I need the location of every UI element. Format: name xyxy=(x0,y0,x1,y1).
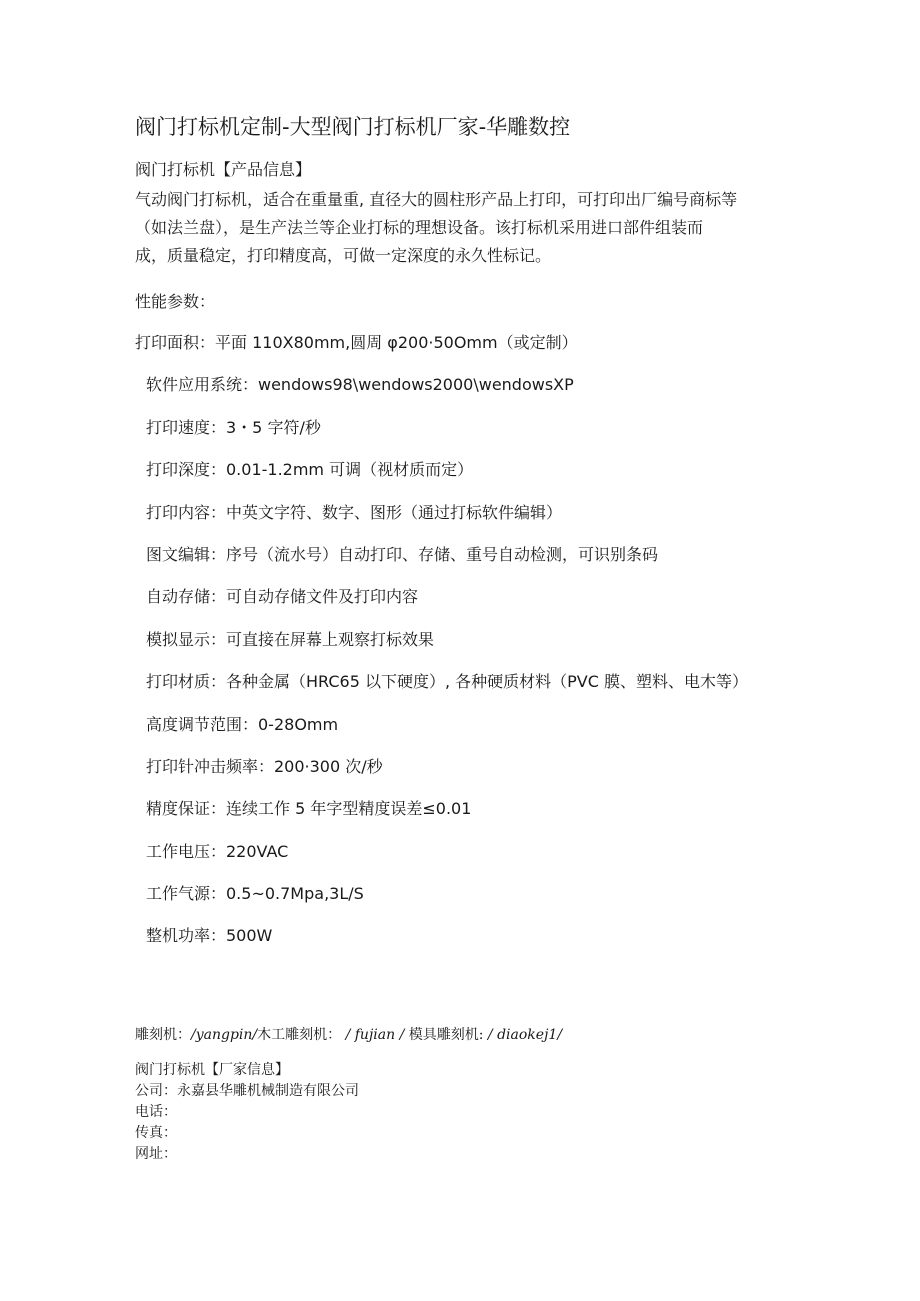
footer-links xyxy=(135,1024,562,1046)
param-voltage: 工作电压：220VAC xyxy=(146,841,289,861)
product-info-heading: 阀门打标机【产品信息】 xyxy=(135,160,312,179)
vendor-info xyxy=(135,1060,562,1165)
param-print-area: 打印面积：平面 110X80mm,圆周 φ200·50Omm（或定制） xyxy=(135,333,578,352)
description-line: （如法兰盘），是生产法兰等企业打标的理想设备。该打标机采用进口部件组装而 xyxy=(135,218,704,237)
param-graphic-editing: 图文编辑：序号（流水号）自动打印、存储、重号自动检测，可识别条码 xyxy=(146,544,659,564)
vendor-heading: 阀门打标机【厂家信息】 xyxy=(135,1062,289,1078)
param-auto-storage: 自动存储：可自动存储文件及打印内容 xyxy=(146,587,419,607)
wood-engraver-link[interactable]: / fujian / xyxy=(341,1027,409,1043)
engraver-link[interactable]: /yangpin/ xyxy=(191,1027,258,1043)
description-line: 成，质量稳定，打印精度高，可做一定深度的永久性标记。 xyxy=(135,246,552,265)
param-simulation-display: 模拟显示：可直接在屏幕上观察打标效果 xyxy=(146,629,435,649)
param-print-speed: 打印速度：3・5 字符/秒 xyxy=(146,417,321,437)
vendor-website: 网址： xyxy=(135,1146,177,1162)
param-print-material: 打印材质：各种金属（HRC65 以下硬度）, 各种硬质材料（PVC 膜、塑料、电木等） xyxy=(146,672,748,692)
param-print-content: 打印内容：中英文字符、数字、图形（通过打标软件编辑） xyxy=(146,502,563,522)
params-heading: 性能参数： xyxy=(135,292,216,311)
page-title: 阀门打标机定制-大型阀门打标机厂家-华雕数控 xyxy=(135,115,571,139)
param-impact-frequency: 打印针冲击频率：200·300 次/秒 xyxy=(146,756,383,776)
param-air-source: 工作气源：0.5~0.7Mpa,3L/S xyxy=(146,884,364,904)
vendor-company: 公司：永嘉县华雕机械制造有限公司 xyxy=(135,1083,359,1099)
product-description xyxy=(135,186,785,270)
param-height-range: 高度调节范围：0-28Omm xyxy=(146,714,339,734)
param-power: 整机功率：500W xyxy=(146,926,273,946)
param-software: 软件应用系统：wendows98\wendows2000\wendowsXP xyxy=(146,375,574,395)
description-line: 气动阀门打标机，适合在重量重, 直径大的圆柱形产品上打印，可打印出厂编号商标等 xyxy=(135,190,738,209)
params-list xyxy=(135,331,835,967)
param-print-depth: 打印深度：0.01-1.2mm 可调（视材质而定） xyxy=(146,460,474,480)
mold-engraver-label: 模具雕刻机: xyxy=(408,1027,488,1043)
param-precision: 精度保证：连续工作 5 年字型精度误差≤0.01 xyxy=(146,799,472,819)
mold-engraver-link[interactable]: / diaokej1/ xyxy=(487,1027,563,1043)
vendor-phone: 电话： xyxy=(135,1104,177,1120)
wood-engraver-label: 木工雕刻机： xyxy=(257,1027,342,1043)
vendor-fax: 传真： xyxy=(135,1125,177,1141)
footer xyxy=(135,1024,562,1165)
engraver-label: 雕刻机： xyxy=(135,1027,191,1043)
